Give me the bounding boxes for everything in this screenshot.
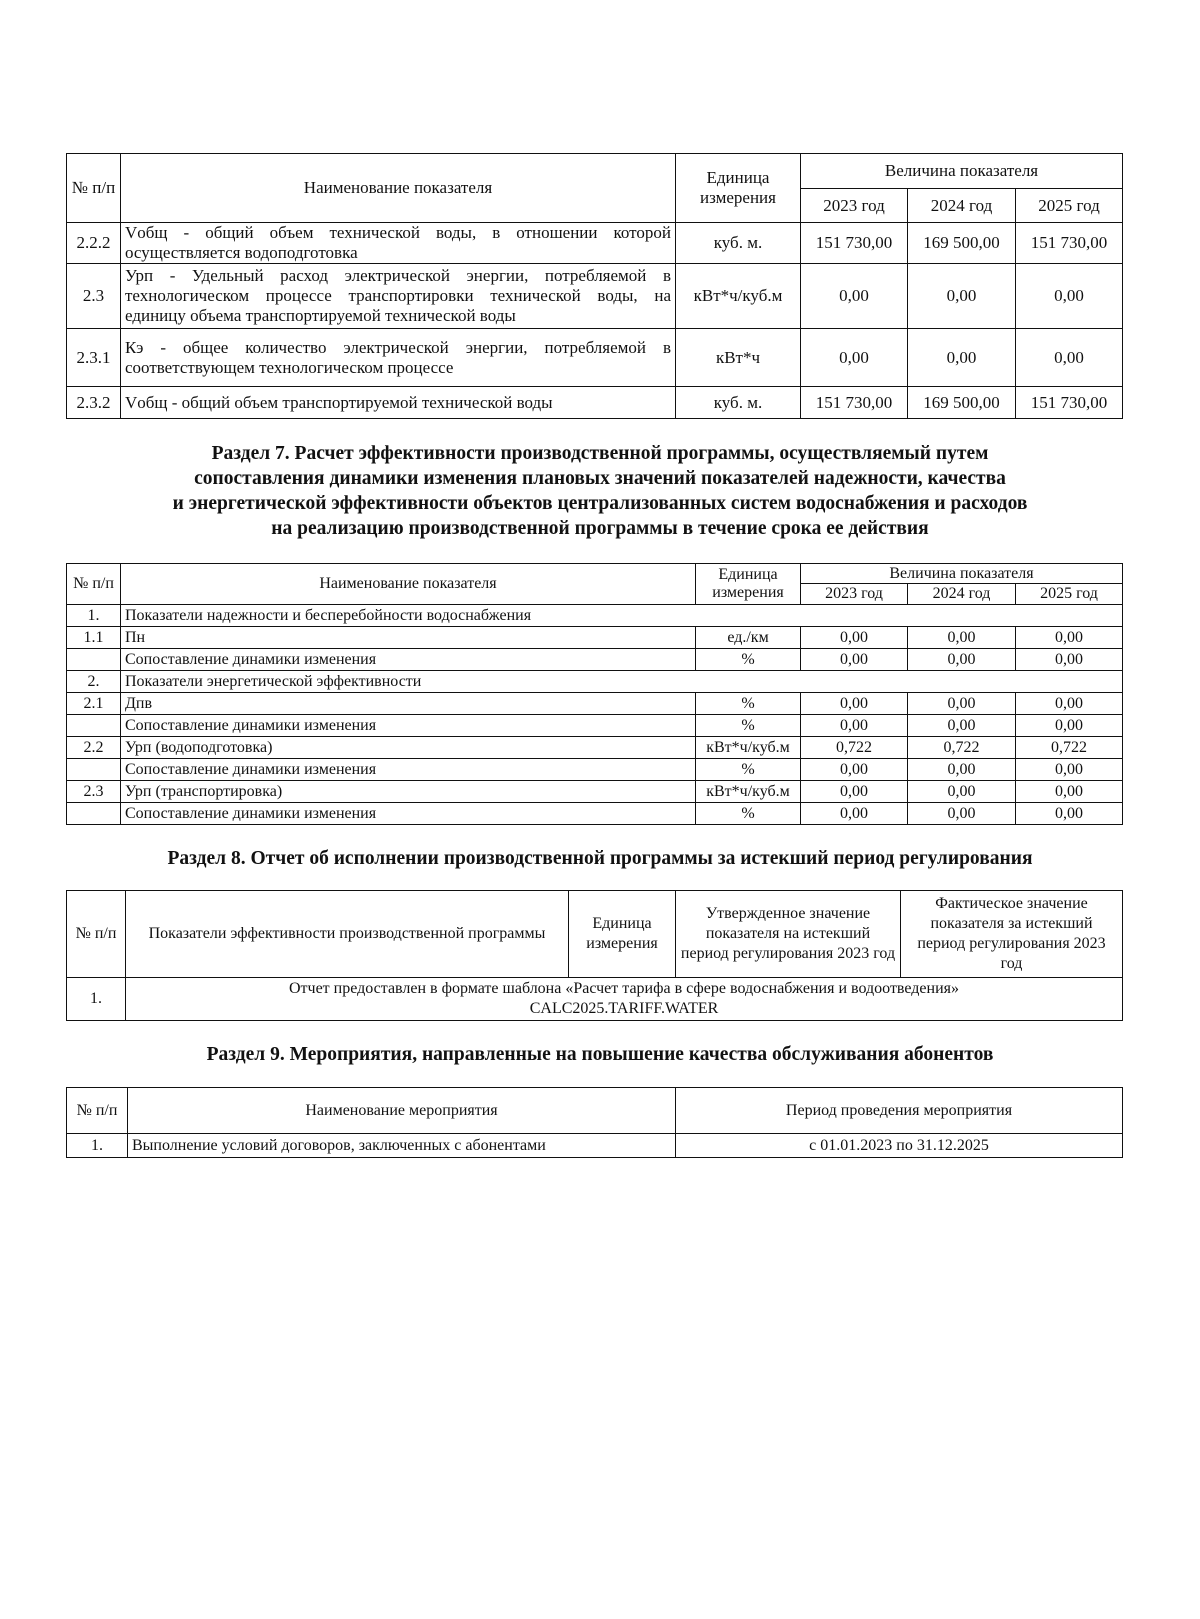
- row-value-2025: 0,722: [1016, 737, 1123, 759]
- row-value-2023: 151 730,00: [801, 387, 908, 419]
- row-value-2025: 0,00: [1016, 781, 1123, 803]
- row-unit: %: [696, 759, 801, 781]
- row-num: 2.3.2: [67, 387, 121, 419]
- report-template-code: CALC2025.TARIFF.WATER: [529, 1000, 719, 1017]
- report-note-line: Отчет предоставлен в формате шаблона «Расчет тарифа в сфере водоснабжения и водоотведения»: [288, 980, 960, 997]
- row-name: Урп (транспортировка): [121, 781, 696, 803]
- row-name: Сопоставление динамики изменения: [121, 759, 696, 781]
- table-row: [67, 223, 1123, 264]
- section7-efficiency-table: [66, 563, 1123, 825]
- row-unit: куб. м.: [676, 223, 801, 264]
- row-unit: %: [696, 715, 801, 737]
- row-value-2023: 0,00: [801, 715, 908, 737]
- row-value-2025: 0,00: [1016, 759, 1123, 781]
- table-row: [67, 1134, 1123, 1158]
- table-row: [67, 737, 1123, 759]
- section8-title: Раздел 8. Отчет об исполнении производственной программы за истекший период регулирования: [167, 848, 1033, 869]
- row-value-2025: 0,00: [1016, 329, 1123, 387]
- row-name: Сопоставление динамики изменения: [121, 803, 696, 825]
- table-row: [67, 329, 1123, 387]
- row-unit: %: [696, 693, 801, 715]
- header-year-2025: 2025 год: [1016, 189, 1123, 223]
- header-year-2024: 2024 год: [908, 189, 1016, 223]
- header-num: № п/п: [67, 1088, 128, 1134]
- row-num: [67, 759, 121, 781]
- header-name: Наименование показателя: [121, 154, 676, 223]
- row-value-2025: 0,00: [1016, 627, 1123, 649]
- row-num: 2.2.2: [67, 223, 121, 264]
- row-num: [67, 803, 121, 825]
- row-unit: кВт*ч/куб.м: [696, 781, 801, 803]
- row-value-2024: 0,00: [908, 803, 1016, 825]
- section9-title: Раздел 9. Мероприятия, направленные на повышение качества обслуживания абонентов: [206, 1044, 994, 1065]
- section7-title-line: на реализацию производственной программы в течение срока ее действия: [271, 518, 929, 539]
- header-value-group: Величина показателя: [801, 564, 1123, 584]
- row-num: 1.: [67, 978, 126, 1021]
- row-value-2024: 0,00: [908, 627, 1016, 649]
- row-value-2025: 0,00: [1016, 715, 1123, 737]
- row-value-2025: 0,00: [1016, 803, 1123, 825]
- row-value-2024: 0,00: [908, 264, 1016, 329]
- row-num: 1.: [67, 1134, 128, 1158]
- table-row: [67, 693, 1123, 715]
- table-row: [67, 387, 1123, 419]
- row-value-2024: 0,00: [908, 649, 1016, 671]
- row-period: с 01.01.2023 по 31.12.2025: [676, 1134, 1123, 1158]
- row-value-2023: 0,00: [801, 329, 908, 387]
- row-name: Сопоставление динамики изменения: [121, 649, 696, 671]
- row-name: Сопоставление динамики изменения: [121, 715, 696, 737]
- row-name: Урп (водоподготовка): [121, 737, 696, 759]
- row-value-2024: 0,00: [908, 693, 1016, 715]
- row-unit: кВт*ч/куб.м: [676, 264, 801, 329]
- header-name: Наименование показателя: [121, 564, 696, 605]
- header-year-2023: 2023 год: [801, 584, 908, 605]
- table-row: [67, 627, 1123, 649]
- row-value-2023: 0,00: [801, 693, 908, 715]
- report-note: [126, 978, 1123, 1021]
- table-row: [67, 715, 1123, 737]
- header-unit: Единица измерения: [569, 891, 676, 978]
- row-value-2025: 151 730,00: [1016, 223, 1123, 264]
- table-row: [67, 759, 1123, 781]
- table-row: [67, 978, 1123, 1021]
- group-name: Показатели энергетической эффективности: [121, 671, 1123, 693]
- header-unit: Единица измерения: [676, 154, 801, 223]
- row-value-2025: 0,00: [1016, 264, 1123, 329]
- row-name: Пн: [121, 627, 696, 649]
- header-year-2023: 2023 год: [801, 189, 908, 223]
- group-name: Показатели надежности и бесперебойности водоснабжения: [121, 605, 1123, 627]
- row-value-2025: 0,00: [1016, 693, 1123, 715]
- row-num: 2.2: [67, 737, 121, 759]
- row-num: 2.3.1: [67, 329, 121, 387]
- section7-title-line: сопоставления динамики изменения плановых значений показателей надежности, качества: [194, 468, 1006, 489]
- row-unit: кВт*ч: [676, 329, 801, 387]
- row-value-2023: 151 730,00: [801, 223, 908, 264]
- row-name: Дпв: [121, 693, 696, 715]
- row-value-2024: 0,00: [908, 781, 1016, 803]
- row-value-2024: 169 500,00: [908, 387, 1016, 419]
- header-year-2025: 2025 год: [1016, 584, 1123, 605]
- header-name: Наименование мероприятия: [128, 1088, 676, 1134]
- row-name: Кэ - общее количество электрической энергии, потребляемой в соответствующем технологическом процессе: [121, 329, 676, 387]
- section9-measures-table: [66, 1087, 1123, 1158]
- row-unit: кВт*ч/куб.м: [696, 737, 801, 759]
- row-value-2025: 0,00: [1016, 649, 1123, 671]
- row-value-2023: 0,00: [801, 781, 908, 803]
- header-num: № п/п: [67, 154, 121, 223]
- group-row: [67, 671, 1123, 693]
- header-name: Показатели эффективности производственной программы: [126, 891, 569, 978]
- row-name: Vобщ - общий объем технической воды, в отношении которой осуществляется водоподготовка: [121, 223, 676, 264]
- table-row: [67, 264, 1123, 329]
- section7-title-line: Раздел 7. Расчет эффективности производственной программы, осуществляемый путем: [211, 443, 989, 464]
- header-value-group: Величина показателя: [801, 154, 1123, 189]
- header-period: Период проведения мероприятия: [676, 1088, 1123, 1134]
- row-name: Vобщ - общий объем транспортируемой технической воды: [121, 387, 676, 419]
- row-unit: %: [696, 803, 801, 825]
- row-unit: %: [696, 649, 801, 671]
- row-value-2023: 0,722: [801, 737, 908, 759]
- header-actual: Фактическое значение показателя за истекший период регулирования 2023 год: [901, 891, 1123, 978]
- indicators-continuation-table: [66, 153, 1123, 419]
- section7-title-line: и энергетической эффективности объектов централизованных систем водоснабжения и расходов: [172, 493, 1028, 514]
- table-row: [67, 649, 1123, 671]
- section8-report-table: [66, 890, 1123, 1021]
- section7-title: [60, 441, 1140, 541]
- row-value-2024: 0,00: [908, 759, 1016, 781]
- group-row: [67, 605, 1123, 627]
- row-num: 1.1: [67, 627, 121, 649]
- row-value-2024: 0,00: [908, 715, 1016, 737]
- row-num: 2.3: [67, 264, 121, 329]
- header-num: № п/п: [67, 564, 121, 605]
- row-value-2024: 0,722: [908, 737, 1016, 759]
- row-value-2023: 0,00: [801, 627, 908, 649]
- table-row: [67, 803, 1123, 825]
- row-value-2023: 0,00: [801, 649, 908, 671]
- table-row: [67, 781, 1123, 803]
- row-value-2024: 169 500,00: [908, 223, 1016, 264]
- header-approved: Утвержденное значение показателя на истекший период регулирования 2023 год: [676, 891, 901, 978]
- row-num: [67, 649, 121, 671]
- row-name: Урп - Удельный расход электрической энергии, потребляемой в технологическом процессе транспортировки технической воды, на единицу объема транспортируемой технической воды: [121, 264, 676, 329]
- row-value-2023: 0,00: [801, 264, 908, 329]
- header-num: № п/п: [67, 891, 126, 978]
- row-num: 2.: [67, 671, 121, 693]
- row-unit: куб. м.: [676, 387, 801, 419]
- row-name: Выполнение условий договоров, заключенных с абонентами: [128, 1134, 676, 1158]
- header-unit: Единица измерения: [696, 564, 801, 605]
- row-value-2025: 151 730,00: [1016, 387, 1123, 419]
- row-num: [67, 715, 121, 737]
- row-num: 1.: [67, 605, 121, 627]
- row-value-2023: 0,00: [801, 803, 908, 825]
- row-value-2023: 0,00: [801, 759, 908, 781]
- header-year-2024: 2024 год: [908, 584, 1016, 605]
- row-num: 2.3: [67, 781, 121, 803]
- row-value-2024: 0,00: [908, 329, 1016, 387]
- row-num: 2.1: [67, 693, 121, 715]
- row-unit: ед./км: [696, 627, 801, 649]
